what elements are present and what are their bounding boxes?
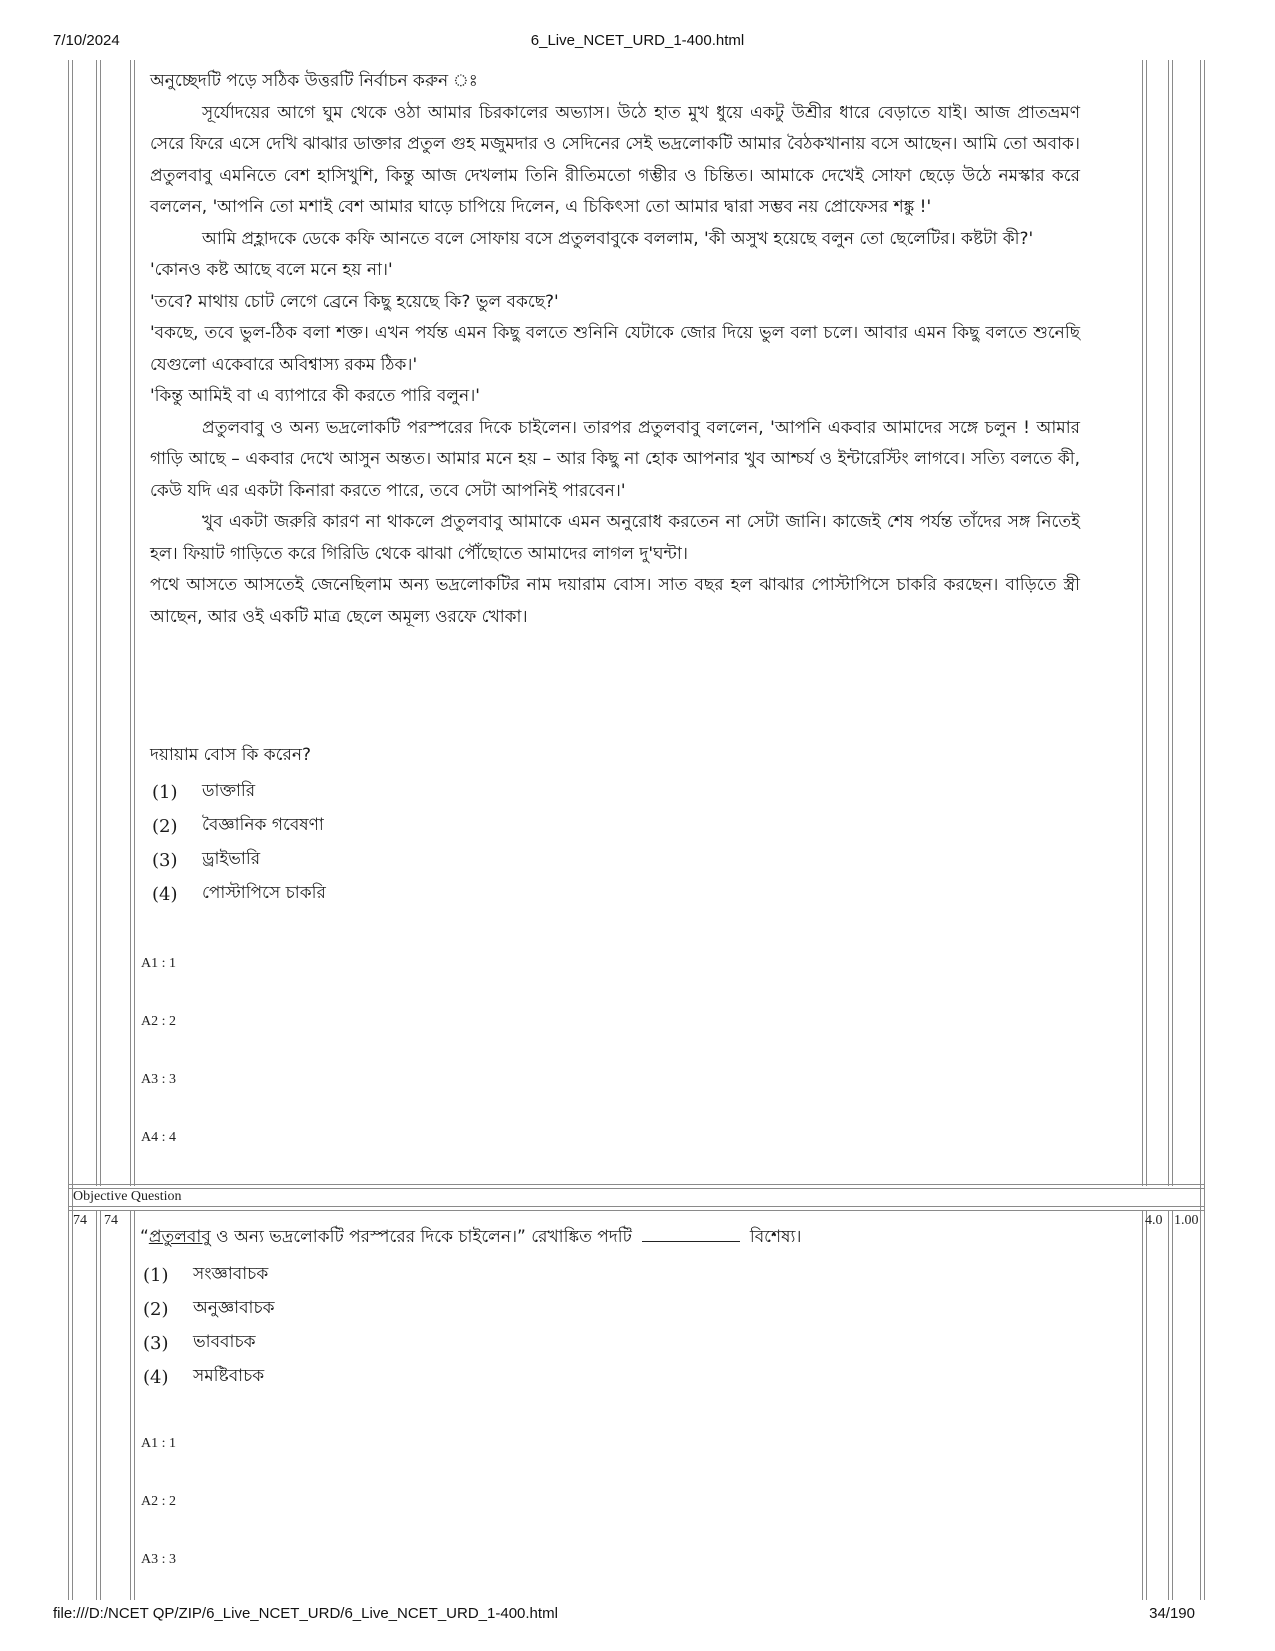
option-number: (2): [143, 1298, 169, 1320]
option-text: ড্রাইভারি: [202, 849, 261, 869]
serial-number: 74: [73, 1213, 87, 1228]
passage-paragraph: প্রতুলবাবু ও অন্য ভদ্রলোকটি পরস্পরের দিকে চাইলেন। তারপর প্রতুলবাবু বললেন, 'আপনি একবার আমাদের সঙ্গে চলুন ! আমার গাড়ি আছে – একবার দেখে আসুন অন্তত। আমার মনে হয় – আর কিছু না হোক আপনার খুব আশ্চর্য ও ইন্টারেস্টিং লাগবে। সত্যি বলতে কী, কেউ যদি এর একটা কিনারা করতে পারে, তবে সেটা আপনিই পারবেন।': [150, 417, 1080, 501]
question-end: বিশেষ্য।: [749, 1227, 802, 1247]
option-item: [143, 1258, 275, 1292]
option-item: [152, 877, 326, 911]
option-number: (3): [152, 849, 178, 871]
quote-open: “: [140, 1227, 149, 1247]
option-text: অনুজ্ঞাবাচক: [193, 1298, 275, 1318]
option-text: পোস্টাপিসে চাকরি: [202, 883, 326, 903]
question-id: 74: [104, 1213, 118, 1228]
option-number: (4): [152, 883, 178, 905]
answer-key-1: A1 : 1: [141, 956, 176, 971]
passage-paragraph: আমি প্রহ্লাদকে ডেকে কফি আনতে বলে সোফায় বসে প্রতুলবাবুকে বললাম, 'কী অসুখ হয়েছে বলুন তো ছেলেটির। কষ্টটা কী?': [202, 228, 1034, 249]
file-path: file:///D:/NCET QP/ZIP/6_Live_NCET_URD/6_Live_NCET_URD_1-400.html: [53, 1605, 558, 1622]
option-item: [143, 1360, 275, 1394]
negative-marks: 1.00: [1174, 1213, 1199, 1228]
option-text: বৈজ্ঞানিক গবেষণা: [202, 815, 324, 835]
passage-paragraph: 'কিন্তু আমিই বা এ ব্যাপারে কী করতে পারি বলুন।': [150, 386, 480, 406]
option-text: ডাক্তারি: [202, 781, 256, 801]
option-item: [152, 775, 326, 809]
answer-key-3: A3 : 3: [141, 1552, 176, 1567]
answer-blank: [642, 1223, 740, 1242]
instruction: অনুচ্ছেদটি পড়ে সঠিক উত্তরটি নির্বাচন করুন ঃ: [150, 71, 478, 91]
answer-key-1: A1 : 1: [141, 1436, 176, 1451]
question-text: [140, 1222, 801, 1254]
page-number: 34/190: [1149, 1605, 1195, 1622]
print-date: 7/10/2024: [53, 32, 120, 49]
passage-paragraph: 'তবে? মাথায় চোট লেগে ব্রেনে কিছু হয়েছে কি? ভুল বকছে?': [150, 291, 559, 312]
passage-paragraph: 'কোনও কষ্ট আছে বলে মনে হয় না।': [150, 260, 393, 280]
option-number: (4): [143, 1366, 169, 1388]
section-label: Objective Question: [73, 1189, 182, 1204]
option-number: (1): [152, 781, 178, 803]
question-text: দয়ায়াম বোস কি করেন?: [150, 745, 311, 765]
option-item: [152, 809, 326, 843]
option-text: সংজ্ঞাবাচক: [193, 1264, 269, 1284]
underlined-word: প্রতুলবাবু: [148, 1227, 211, 1247]
option-item: [152, 843, 326, 877]
passage-paragraph: খুব একটা জরুরি কারণ না থাকলে প্রতুলবাবু আমাকে এমন অনুরোধ করতেন না সেটা জানি। কাজেই শেষ পর্যন্ত তাঁদের সঙ্গ নিতেই হল। ফিয়াট গাড়িতে করে গিরিডি থেকে ঝাঝা পৌঁছোতে আমাদের লাগল দু'ঘন্টা।: [150, 512, 1080, 564]
option-item: [143, 1292, 275, 1326]
document-title: 6_Live_NCET_URD_1-400.html: [530, 32, 745, 49]
option-number: (2): [152, 815, 178, 837]
passage-paragraph: সূর্যোদয়ের আগে ঘুম থেকে ওঠা আমার চিরকালের অভ্যাস। উঠে হাত মুখ ধুয়ে একটু উশ্রীর ধারে বেড়াতে যাই। আজ প্রাতভ্রমণ সেরে ফিরে এসে দেখি ঝাঝার ডাক্তার প্রতুল গুহ মজুমদার ও সেদিনের সেই ভদ্রলোকটি আমার বৈঠকখানায় বসে আছেন। আমি তো অবাক। প্রতুলবাবু এমনিতে বেশ হাসিখুশি, কিন্তু আজ দেখলাম তিনি রীতিমতো গম্ভীর ও চিন্তিত। আমাকে দেখেই সোফা ছেড়ে উঠে নমস্কার করে বললেন, 'আপনি তো মশাই বেশ আমার ঘাড়ে চাপিয়ে দিলেন, এ চিকিৎসা তো আমার দ্বারা সম্ভব নয় প্রোফেসর শঙ্কু !': [150, 102, 1080, 217]
answer-key-3: A3 : 3: [141, 1072, 176, 1087]
answer-key-4: A4 : 4: [141, 1130, 176, 1145]
question-body: ও অন্য ভদ্রলোকটি পরস্পরের দিকে চাইলেন।” রেখাঙ্কিত পদটি: [210, 1227, 632, 1247]
passage-paragraph: পথে আসতে আসতেই জেনেছিলাম অন্য ভদ্রলোকটির নাম দয়ারাম বোস। সাত বছর হল ঝাঝার পোস্টাপিসে চাকরি করছেন। বাড়িতে স্ত্রী আছেন, আর ওই একটি মাত্র ছেলে অমূল্য ওরফে খোকা।: [150, 575, 1080, 627]
option-text: সমষ্টিবাচক: [193, 1366, 265, 1386]
answer-key-2: A2 : 2: [141, 1494, 176, 1509]
option-item: [143, 1326, 275, 1360]
option-number: (3): [143, 1332, 169, 1354]
option-number: (1): [143, 1264, 169, 1286]
marks: 4.0: [1145, 1213, 1163, 1228]
passage-block: [150, 66, 1080, 633]
passage-paragraph: 'বকছে, তবে ভুল-ঠিক বলা শক্ত। এখন পর্যন্ত এমন কিছু বলতে শুনিনি যেটাকে জোর দিয়ে ভুল বলা চলে। আবার এমন কিছু বলতে শুনেছি যেগুলো একেবারে অবিশ্বাস্য রকম ঠিক।': [150, 323, 1080, 375]
option-list: [152, 775, 326, 911]
answer-key-2: A2 : 2: [141, 1014, 176, 1029]
option-text: ভাববাচক: [193, 1332, 256, 1352]
option-list: [143, 1258, 275, 1394]
